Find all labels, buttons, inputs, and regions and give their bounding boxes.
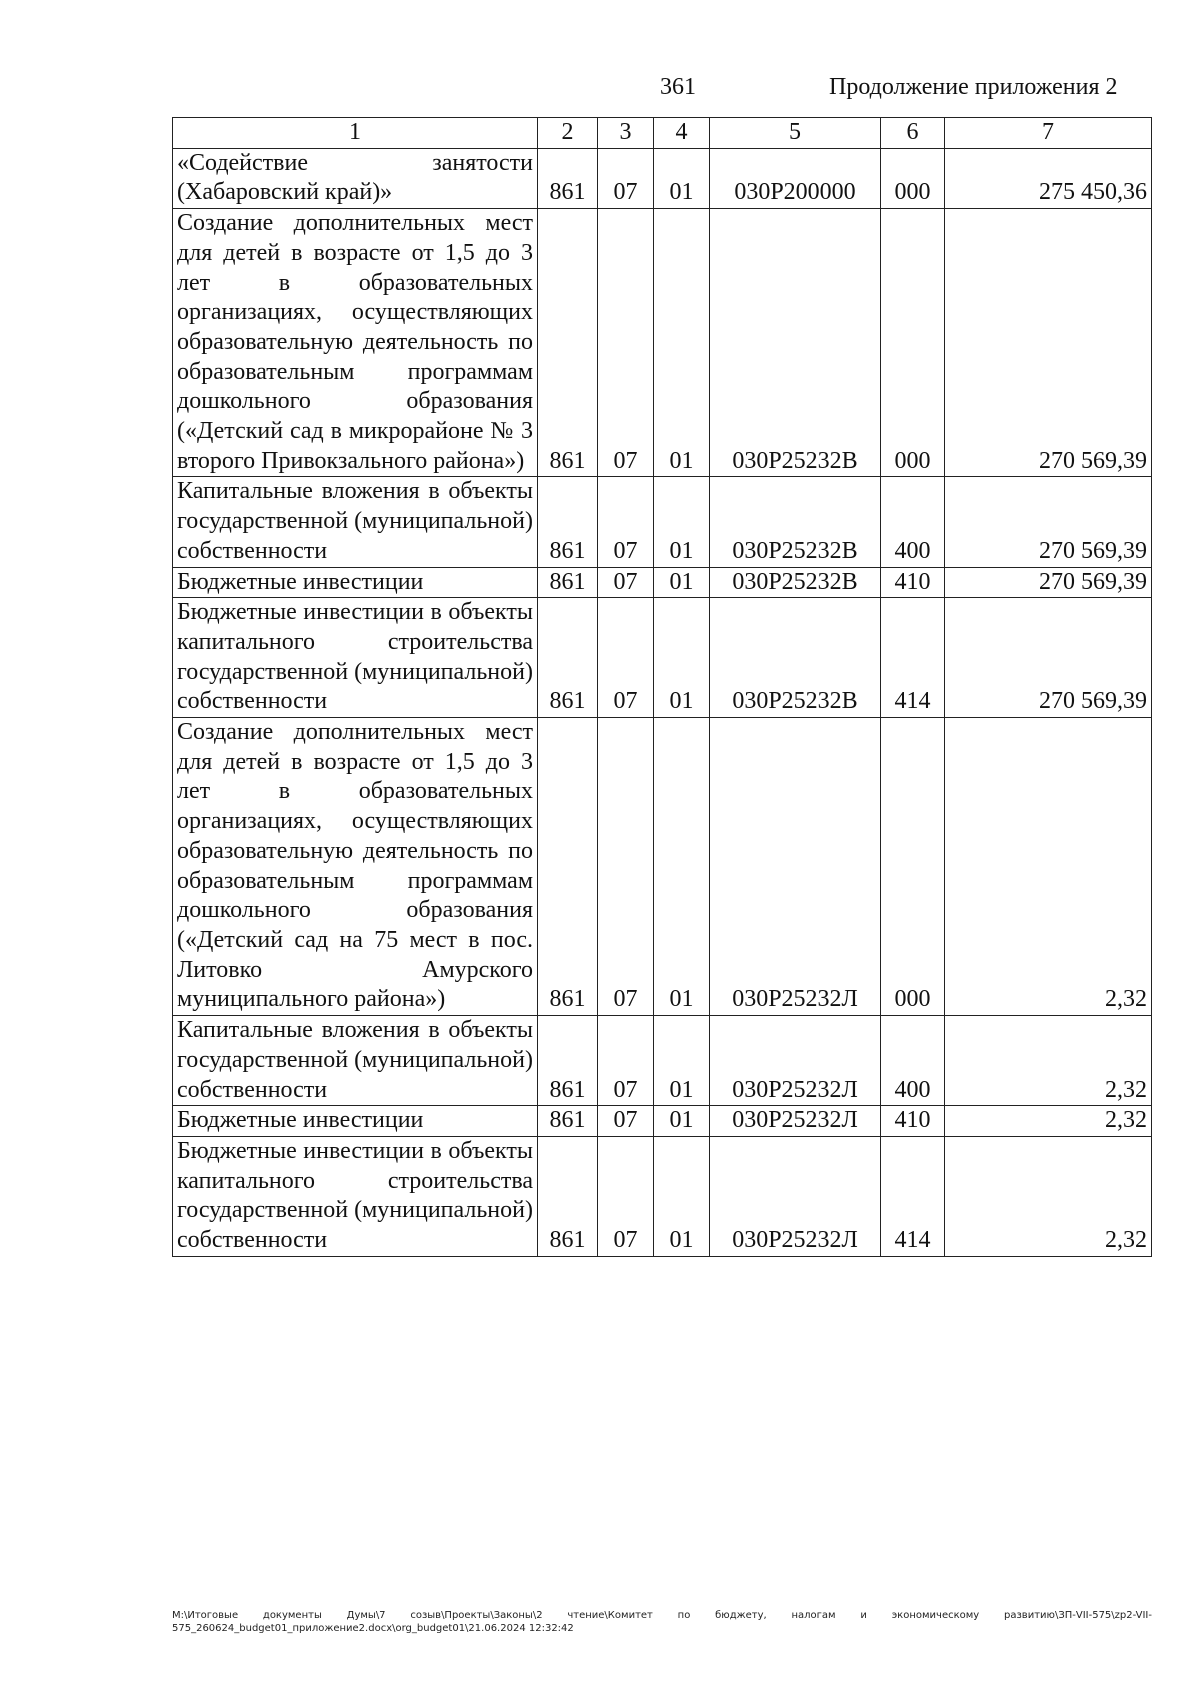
row-code-col6: 000 [881, 209, 945, 477]
column-header: 5 [710, 118, 881, 149]
row-code-col6: 400 [881, 477, 945, 567]
column-header: 3 [598, 118, 654, 149]
row-code-col5: 030P25232Л [710, 1106, 881, 1137]
row-amount: 2,32 [945, 1136, 1152, 1256]
row-name: Капитальные вложения в объекты государственной (муниципальной) собственности [173, 1016, 538, 1106]
row-name: Бюджетные инвестиции [173, 567, 538, 598]
row-code-col2: 861 [538, 567, 598, 598]
row-amount: 2,32 [945, 1106, 1152, 1137]
row-code-col5: 030P200000 [710, 148, 881, 208]
row-code-col6: 400 [881, 1016, 945, 1106]
row-amount: 270 569,39 [945, 567, 1152, 598]
row-code-col2: 861 [538, 1016, 598, 1106]
row-code-col3: 07 [598, 718, 654, 1016]
table-row [173, 477, 1152, 567]
row-code-col6: 410 [881, 567, 945, 598]
row-code-col3: 07 [598, 148, 654, 208]
column-header: 4 [654, 118, 710, 149]
row-code-col5: 030P25232В [710, 477, 881, 567]
table-header-row [173, 118, 1152, 149]
row-code-col4: 01 [654, 477, 710, 567]
row-name: «Содействие занятости (Хабаровский край)» [173, 148, 538, 208]
row-code-col4: 01 [654, 598, 710, 718]
column-header: 1 [173, 118, 538, 149]
row-code-col2: 861 [538, 718, 598, 1016]
row-code-col6: 000 [881, 148, 945, 208]
row-code-col5: 030P25232В [710, 598, 881, 718]
row-code-col4: 01 [654, 148, 710, 208]
row-code-col5: 030P25232Л [710, 1016, 881, 1106]
row-code-col2: 861 [538, 598, 598, 718]
row-amount: 275 450,36 [945, 148, 1152, 208]
row-code-col3: 07 [598, 1136, 654, 1256]
row-code-col6: 410 [881, 1106, 945, 1137]
row-name: Бюджетные инвестиции в объекты капитального строительства государственной (муниципальной) собственности [173, 598, 538, 718]
row-code-col5: 030P25232Л [710, 1136, 881, 1256]
budget-table [172, 117, 1152, 1257]
row-code-col3: 07 [598, 1016, 654, 1106]
appendix-continuation-label: Продолжение приложения 2 [829, 74, 1118, 100]
row-code-col6: 414 [881, 1136, 945, 1256]
row-code-col4: 01 [654, 1016, 710, 1106]
row-name: Создание дополнительных мест для детей в возрасте от 1,5 до 3 лет в образовательных организациях, осуществляющих образовательную деятельность по образовательным программам дошкольного образования («Детский сад на 75 мест в пос. Литовко Амурского муниципального района») [173, 718, 538, 1016]
row-code-col4: 01 [654, 567, 710, 598]
column-header: 2 [538, 118, 598, 149]
row-amount: 270 569,39 [945, 598, 1152, 718]
table-row [173, 718, 1152, 1016]
row-code-col3: 07 [598, 477, 654, 567]
row-code-col2: 861 [538, 1136, 598, 1256]
row-name: Бюджетные инвестиции [173, 1106, 538, 1137]
row-code-col4: 01 [654, 209, 710, 477]
row-amount: 270 569,39 [945, 209, 1152, 477]
row-name: Бюджетные инвестиции в объекты капитального строительства государственной (муниципальной) собственности [173, 1136, 538, 1256]
row-code-col4: 01 [654, 718, 710, 1016]
row-code-col3: 07 [598, 209, 654, 477]
page-number: 361 [660, 74, 696, 100]
table-row [173, 598, 1152, 718]
table-row [173, 209, 1152, 477]
row-name: Создание дополнительных мест для детей в возрасте от 1,5 до 3 лет в образовательных организациях, осуществляющих образовательную деятельность по образовательным программам дошкольного образования («Детский сад в микрорайоне № 3 второго Привокзального района») [173, 209, 538, 477]
row-amount: 270 569,39 [945, 477, 1152, 567]
table-row [173, 148, 1152, 208]
row-name: Капитальные вложения в объекты государственной (муниципальной) собственности [173, 477, 538, 567]
row-code-col3: 07 [598, 567, 654, 598]
row-code-col2: 861 [538, 209, 598, 477]
table-row [173, 1136, 1152, 1256]
table-row [173, 567, 1152, 598]
column-header: 6 [881, 118, 945, 149]
row-code-col2: 861 [538, 148, 598, 208]
row-code-col5: 030P25232В [710, 209, 881, 477]
table-row [173, 1106, 1152, 1137]
document-path-footer: M:\Итоговые документы Думы\7 созыв\Проекты\Законы\2 чтение\Комитет по бюджету, налогам и экономическому развитию\ЗП-VII-575\zp2-VII-575_260624_budget01_приложение2.docx\org_budget01\21.06.2024 12:32:42 [172, 1610, 1152, 1634]
row-code-col6: 414 [881, 598, 945, 718]
row-amount: 2,32 [945, 718, 1152, 1016]
row-amount: 2,32 [945, 1016, 1152, 1106]
row-code-col4: 01 [654, 1106, 710, 1137]
row-code-col3: 07 [598, 1106, 654, 1137]
row-code-col2: 861 [538, 1106, 598, 1137]
row-code-col2: 861 [538, 477, 598, 567]
row-code-col6: 000 [881, 718, 945, 1016]
row-code-col3: 07 [598, 598, 654, 718]
row-code-col4: 01 [654, 1136, 710, 1256]
row-code-col5: 030P25232В [710, 567, 881, 598]
row-code-col5: 030P25232Л [710, 718, 881, 1016]
table-row [173, 1016, 1152, 1106]
column-header: 7 [945, 118, 1152, 149]
